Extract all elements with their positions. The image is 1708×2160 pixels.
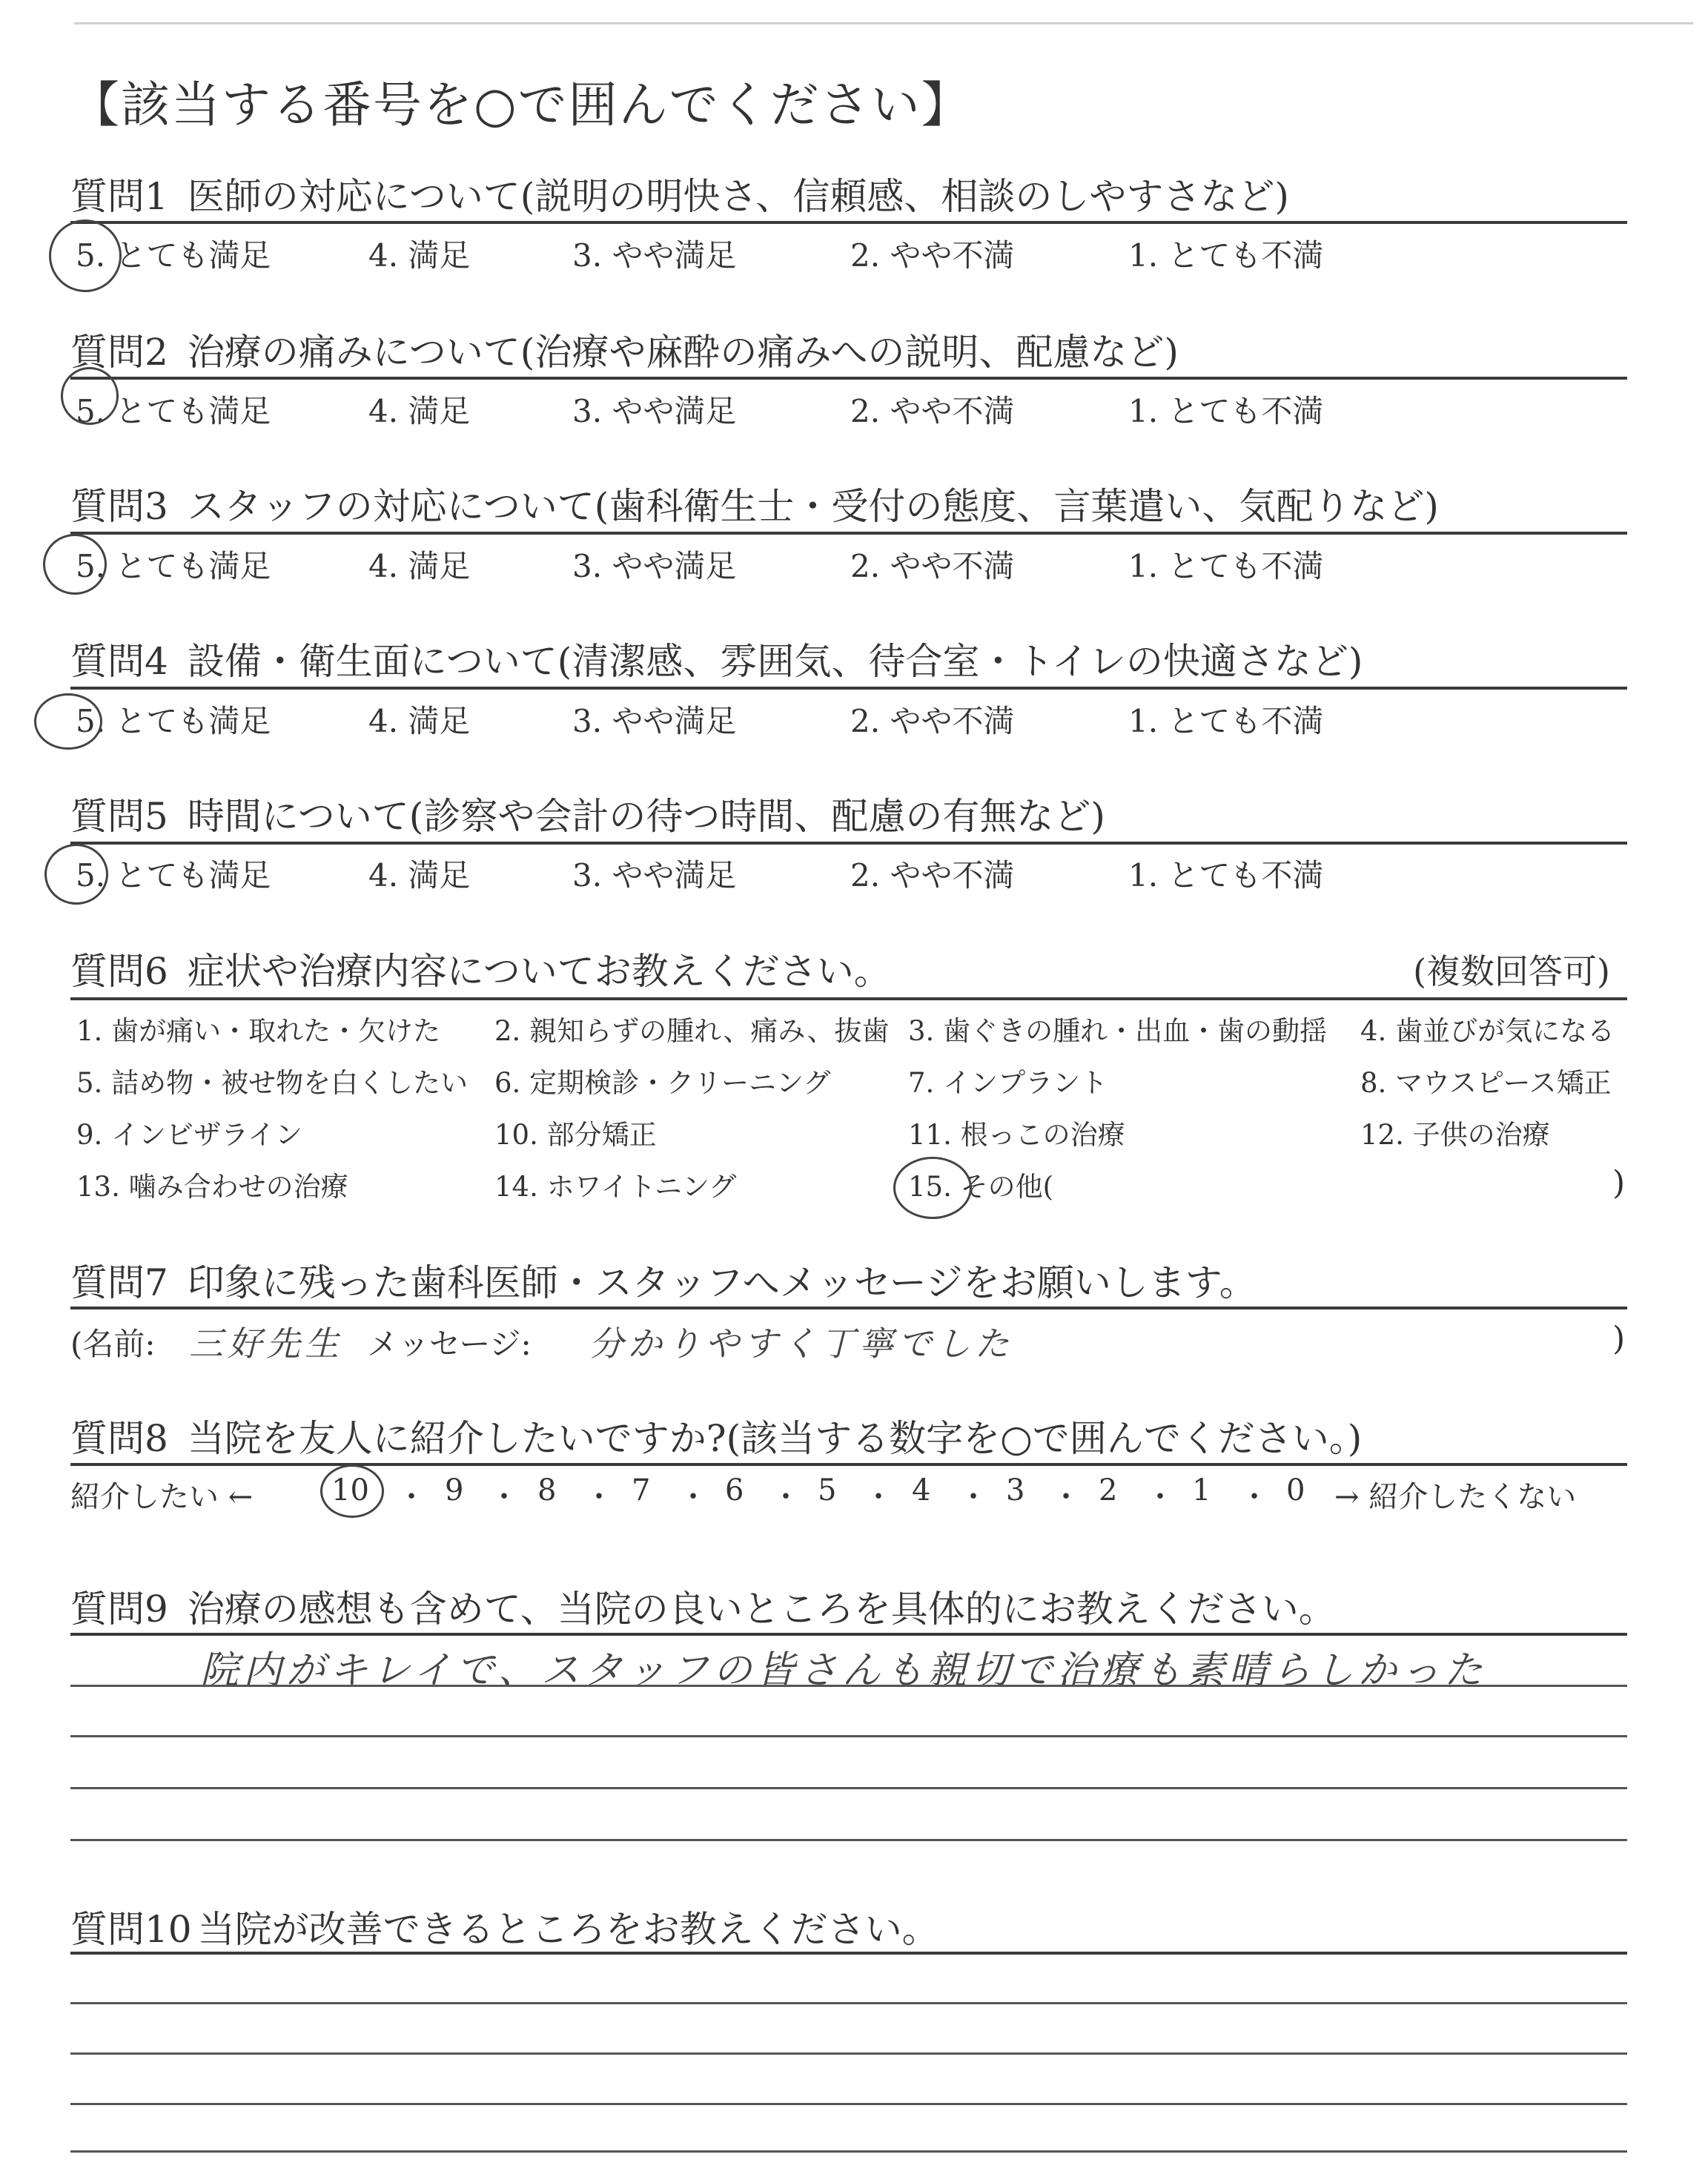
scale-sep: ・: [959, 1480, 988, 1514]
option-2[interactable]: 2. やや不満: [850, 237, 1015, 274]
scale-0[interactable]: 0: [1286, 1473, 1305, 1507]
selection-circle: [61, 367, 119, 425]
question-9: [70, 1579, 1336, 1633]
question-7: [70, 1253, 1257, 1307]
question-8: [70, 1409, 1362, 1462]
scale-5[interactable]: 5: [818, 1473, 837, 1507]
item-15-close-paren: ): [1612, 1164, 1626, 1202]
answer-line: [70, 1839, 1627, 1841]
multiple-answers-note: (複数回答可): [1413, 951, 1610, 991]
option-5[interactable]: 5. とても満足: [76, 548, 271, 584]
scale-sep: ・: [397, 1480, 426, 1514]
question-text: 治療の感想も含めて、当院の良いところを具体的にお教えください。: [187, 1588, 1336, 1631]
option-5[interactable]: 5. とても満足: [76, 857, 271, 894]
scale-6[interactable]: 6: [725, 1473, 744, 1507]
option-1[interactable]: 1. とても不満: [1128, 393, 1324, 429]
instruction-header: 【該当する番号を○で囲んでください】: [70, 76, 972, 133]
selection-circle: [43, 534, 107, 595]
question-text: 時間について(診察や会計の待つ時間、配慮の有無など): [187, 795, 1105, 838]
scale-left-label: 紹介したい ←: [70, 1480, 254, 1514]
message-label: メッセージ:: [367, 1326, 532, 1362]
item-15[interactable]: 15. その他(: [908, 1171, 1054, 1203]
question-2: [70, 323, 1179, 376]
question-6-rule: [70, 997, 1627, 1000]
option-1[interactable]: 1. とても不満: [1128, 237, 1324, 274]
scale-sep: ・: [1145, 1480, 1175, 1514]
option-3[interactable]: 3. やや満足: [572, 548, 737, 584]
option-3[interactable]: 3. やや満足: [572, 393, 737, 429]
answer-line: [70, 1787, 1627, 1789]
scale-sep: ・: [584, 1480, 614, 1514]
answer-line: [70, 2002, 1627, 2004]
option-5[interactable]: 5. とても満足: [76, 393, 271, 429]
question-7-rule: [70, 1307, 1627, 1309]
scale-right-label: → 紹介したくない: [1334, 1480, 1577, 1514]
question-number: 質問7: [70, 1261, 168, 1304]
item-10[interactable]: 10. 部分矯正: [494, 1119, 657, 1151]
scale-sep: ・: [771, 1480, 801, 1514]
item-4[interactable]: 4. 歯並びが気になる: [1360, 1015, 1615, 1047]
question-number: 質問2: [70, 331, 168, 374]
option-1[interactable]: 1. とても不満: [1128, 857, 1324, 894]
close-paren: ): [1612, 1320, 1626, 1358]
question-number: 質問9: [70, 1588, 168, 1631]
scale-sep: ・: [678, 1480, 708, 1514]
question-text: 当院を友人に紹介したいですか?(該当する数字を○で囲んでください。): [187, 1417, 1363, 1460]
question-6: [70, 942, 891, 995]
scale-3[interactable]: 3: [1006, 1473, 1025, 1507]
selection-circle: [44, 844, 108, 905]
scale-4[interactable]: 4: [912, 1473, 931, 1507]
scale-1[interactable]: 1: [1192, 1473, 1211, 1507]
option-2[interactable]: 2. やや不満: [850, 857, 1015, 894]
handwritten-message: 分かりやすく丁寧でした: [589, 1324, 1013, 1364]
handwritten-answer: 院内がキレイで、スタッフの皆さんも親切で治療も素晴らしかった: [200, 1648, 1487, 1693]
selection-circle: [34, 693, 102, 750]
option-3[interactable]: 3. やや満足: [572, 703, 737, 739]
item-8[interactable]: 8. マウスピース矯正: [1360, 1067, 1612, 1099]
item-5[interactable]: 5. 詰め物・被せ物を白くしたい: [76, 1067, 469, 1099]
item-1[interactable]: 1. 歯が痛い・取れた・欠けた: [76, 1015, 441, 1047]
item-13[interactable]: 13. 噛み合わせの治療: [76, 1171, 348, 1203]
question-1-rule: [70, 221, 1627, 224]
question-text: 医師の対応について(説明の明快さ、信頼感、相談のしやすさなど): [187, 175, 1289, 218]
question-5-rule: [70, 842, 1627, 845]
question-number: 質問1: [70, 175, 168, 218]
question-4-rule: [70, 687, 1627, 690]
option-5[interactable]: 5. とても満足: [76, 703, 271, 739]
option-2[interactable]: 2. やや不満: [850, 703, 1015, 739]
question-text: 印象に残った歯科医師・スタッフへメッセージをお願いします。: [187, 1261, 1257, 1304]
question-9-rule: [70, 1633, 1627, 1636]
question-text: 設備・衛生面について(清潔感、雰囲気、待合室・トイレの快適さなど): [187, 640, 1363, 683]
scale-8[interactable]: 8: [537, 1473, 557, 1507]
selection-circle: [893, 1157, 972, 1219]
question-text: スタッフの対応について(歯科衛生士・受付の態度、言葉遣い、気配りなど): [187, 485, 1439, 528]
option-1[interactable]: 1. とても不満: [1128, 703, 1324, 739]
option-4[interactable]: 4. 満足: [368, 548, 471, 584]
question-number: 質問8: [70, 1417, 168, 1460]
question-number: 質問6: [70, 950, 168, 993]
option-4[interactable]: 4. 満足: [368, 857, 471, 894]
question-number: 質問5: [70, 795, 168, 838]
option-3[interactable]: 3. やや満足: [572, 237, 737, 274]
item-2[interactable]: 2. 親知らずの腫れ、痛み、抜歯: [494, 1015, 890, 1047]
option-2[interactable]: 2. やや不満: [850, 393, 1015, 429]
name-label: (名前:: [70, 1326, 156, 1362]
question-10: [70, 1900, 939, 1953]
option-5[interactable]: 5. とても満足: [76, 237, 271, 274]
answer-line: [70, 1685, 1627, 1687]
question-10-rule: [70, 1952, 1627, 1955]
item-3[interactable]: 3. 歯ぐきの腫れ・出血・歯の動揺: [908, 1015, 1328, 1047]
question-3: [70, 477, 1439, 530]
question-8-rule: [70, 1463, 1627, 1466]
question-3-rule: [70, 532, 1627, 535]
question-1: [70, 167, 1289, 220]
question-text: 症状や治療内容についてお教えください。: [187, 950, 891, 993]
scale-7[interactable]: 7: [632, 1473, 651, 1507]
option-3[interactable]: 3. やや満足: [572, 857, 737, 894]
answer-line: [70, 2150, 1627, 2153]
question-text: 当院が改善できるところをお教えください。: [197, 1908, 939, 1951]
option-1[interactable]: 1. とても不満: [1128, 548, 1324, 584]
item-7[interactable]: 7. インプラント: [908, 1067, 1108, 1099]
answer-line: [70, 2103, 1627, 2105]
question-number: 質問10: [70, 1908, 192, 1951]
question-number: 質問4: [70, 640, 168, 683]
selection-circle: [320, 1464, 384, 1518]
option-2[interactable]: 2. やや不満: [850, 548, 1015, 584]
item-6[interactable]: 6. 定期検診・クリーニング: [494, 1067, 831, 1099]
question-5: [70, 787, 1105, 840]
scale-2[interactable]: 2: [1099, 1473, 1118, 1507]
question-2-rule: [70, 377, 1627, 380]
question-number: 質問3: [70, 485, 168, 528]
selection-circle: [49, 219, 122, 292]
scale-sep: ・: [1051, 1480, 1081, 1514]
scale-sep: ・: [1239, 1480, 1269, 1514]
question-text: 治療の痛みについて(治療や麻酔の痛みへの説明、配慮など): [187, 331, 1179, 374]
item-14[interactable]: 14. ホワイトニング: [494, 1171, 737, 1203]
item-9[interactable]: 9. インビザライン: [76, 1119, 302, 1151]
answer-line: [70, 1735, 1627, 1737]
scale-sep: ・: [864, 1480, 893, 1514]
option-4[interactable]: 4. 満足: [368, 393, 471, 429]
question-4: [70, 632, 1363, 685]
scale-10[interactable]: 10: [331, 1473, 369, 1507]
option-4[interactable]: 4. 満足: [368, 703, 471, 739]
item-11[interactable]: 11. 根っこの治療: [908, 1119, 1125, 1151]
answer-line: [70, 2052, 1627, 2055]
option-4[interactable]: 4. 満足: [368, 237, 471, 274]
scale-9[interactable]: 9: [445, 1473, 464, 1507]
top-border: [74, 22, 1693, 24]
scale-sep: ・: [489, 1480, 519, 1514]
item-12[interactable]: 12. 子供の治療: [1360, 1119, 1550, 1151]
handwritten-name: 三好先生: [189, 1324, 343, 1364]
